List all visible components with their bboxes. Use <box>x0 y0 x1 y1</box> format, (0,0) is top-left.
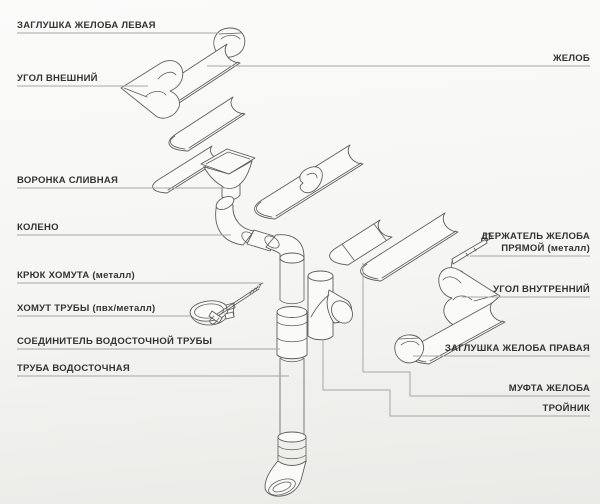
label-cap-right: ЗАГЛУШКА ЖЕЛОБА ПРАВАЯ <box>444 343 590 354</box>
label-funnel: ВОРОНКА СЛИВНАЯ <box>17 175 119 186</box>
label-gutter-bracket-line1: ДЕРЖАТЕЛЬ ЖЕЛОБА <box>481 231 590 242</box>
part-downpipe <box>278 358 306 462</box>
label-pipe-clamp: ХОМУТ ТРУБЫ (пвх/металл) <box>17 303 156 314</box>
part-gutter-section-2 <box>169 97 245 151</box>
label-cap-left: ЗАГЛУШКА ЖЕЛОБА ЛЕВАЯ <box>17 20 156 31</box>
part-outlet-elbow <box>265 461 306 498</box>
part-pipe-connector <box>277 307 307 359</box>
label-clamp-hook: КРЮК ХОМУТА (металл) <box>17 270 135 281</box>
label-downpipe: ТРУБА ВОДОСТОЧНАЯ <box>17 363 130 374</box>
label-elbow: КОЛЕНО <box>17 222 59 233</box>
label-corner-outer: УГОЛ ВНЕШНИЙ <box>17 73 98 84</box>
part-downpipe-upper <box>280 253 304 304</box>
part-cap-right <box>395 335 424 363</box>
label-tee: ТРОЙНИК <box>542 403 590 414</box>
part-tee <box>308 271 357 340</box>
label-gutter-coupler: МУФТА ЖЕЛОБА <box>508 383 590 394</box>
label-gutter-bracket <box>481 231 590 255</box>
label-gutter-bracket-line2: ПРЯМОЙ (металл) <box>501 243 590 254</box>
label-pipe-connector: СОЕДИНИТЕЛЬ ВОДОСТОЧНОЙ ТРУБЫ <box>17 336 213 347</box>
part-corner-outer <box>121 61 183 119</box>
label-corner-inner: УГОЛ ВНУТРЕННИЙ <box>493 284 590 295</box>
label-gutter: ЖЕЛОБ <box>552 53 590 64</box>
